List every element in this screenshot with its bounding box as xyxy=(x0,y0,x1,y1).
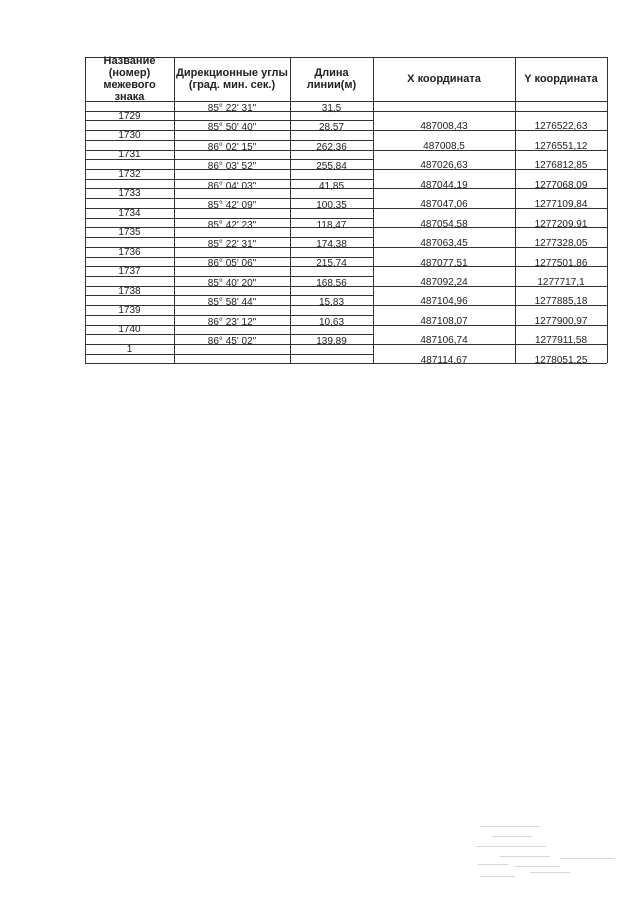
angle-cell: 85° 42' 09" xyxy=(207,200,257,212)
smudge-stroke xyxy=(492,836,532,837)
y-coordinate-cell: 1277717,1 xyxy=(537,276,585,288)
length-cell: 262,36 xyxy=(316,141,347,153)
x-coordinate-cell: 487054,58 xyxy=(420,218,468,230)
angle-cell: 85° 42' 23" xyxy=(207,219,257,231)
angle-cell: 85° 50' 40" xyxy=(207,122,257,134)
x-coordinate-cell: 487047,06 xyxy=(420,199,468,211)
angle-cell: 86° 03' 52" xyxy=(207,161,257,173)
y-coordinate-cell: 1277109,84 xyxy=(534,199,588,211)
smudge-stroke xyxy=(500,856,550,857)
mark-name-cell: 1739 xyxy=(118,304,141,316)
length-cell: 100,35 xyxy=(316,200,347,212)
mark-name-cell: 1729 xyxy=(118,110,141,122)
header-angle: Дирекционные углы (град. мин. сек.) xyxy=(176,67,288,91)
length-cell: 168,56 xyxy=(316,277,347,289)
row-line xyxy=(373,111,607,112)
mark-name-cell: 1737 xyxy=(118,266,141,278)
x-coordinate-cell: 487008,5 xyxy=(423,140,465,152)
header-x: X координата xyxy=(407,73,481,85)
x-coordinate-cell: 487044,19 xyxy=(420,179,468,191)
x-coordinate-cell: 487114,67 xyxy=(420,354,468,366)
y-coordinate-cell: 1276812,85 xyxy=(534,160,588,172)
angle-cell: 86° 04' 03" xyxy=(207,180,257,192)
column-line xyxy=(607,57,608,363)
y-coordinate-cell: 1277885,18 xyxy=(534,296,588,308)
length-cell: 10,63 xyxy=(318,316,345,328)
mark-name-cell: 1730 xyxy=(118,130,141,142)
mark-name-cell: 1733 xyxy=(118,188,141,200)
y-coordinate-cell: 1277068,09 xyxy=(534,179,588,191)
smudge-stroke xyxy=(530,872,570,873)
length-cell: 28,57 xyxy=(318,122,345,134)
mark-name-cell: 1732 xyxy=(118,168,141,180)
smudge-stroke xyxy=(560,858,615,859)
length-cell: 255,84 xyxy=(316,161,347,173)
mark-name-cell: 1731 xyxy=(118,149,141,161)
x-coordinate-cell: 487108,07 xyxy=(420,315,468,327)
header-y: Y координата xyxy=(524,73,598,85)
length-cell: 118,47 xyxy=(316,219,347,231)
smudge-stroke xyxy=(480,876,515,877)
length-cell: 15,83 xyxy=(318,297,345,309)
mark-name-cell: 1738 xyxy=(118,285,141,297)
mark-name-cell: 1 xyxy=(126,343,133,355)
mark-name-cell: 1734 xyxy=(118,207,141,219)
length-cell: 41,85 xyxy=(318,180,345,192)
header-name: Название (номер) межевого знака xyxy=(103,55,156,103)
header-length: Длина линии(м) xyxy=(306,67,357,91)
row-line xyxy=(85,363,373,364)
angle-cell: 86° 23' 12" xyxy=(207,316,257,328)
angle-cell: 85° 22' 31" xyxy=(207,238,257,250)
smudge-stroke xyxy=(476,846,546,847)
angle-cell: 85° 40' 20" xyxy=(207,277,257,289)
y-coordinate-cell: 1277911,58 xyxy=(534,335,588,347)
angle-cell: 86° 05' 06" xyxy=(207,258,257,270)
length-cell: 215,74 xyxy=(316,258,347,270)
x-coordinate-cell: 487106,74 xyxy=(420,335,468,347)
length-cell: 31,5 xyxy=(321,102,342,114)
x-coordinate-cell: 487008,43 xyxy=(420,121,468,133)
x-coordinate-cell: 487092,24 xyxy=(420,276,468,288)
x-coordinate-cell: 487063,45 xyxy=(420,238,468,250)
angle-cell: 86° 02' 15" xyxy=(207,141,257,153)
angle-cell: 85° 58' 44" xyxy=(207,297,257,309)
x-coordinate-cell: 487026,63 xyxy=(420,160,468,172)
y-coordinate-cell: 1277328,05 xyxy=(534,238,588,250)
x-coordinate-cell: 487077,51 xyxy=(420,257,468,269)
length-cell: 139,89 xyxy=(316,336,347,348)
y-coordinate-cell: 1276551,12 xyxy=(534,140,588,152)
length-cell: 174,38 xyxy=(316,238,347,250)
x-coordinate-cell: 487104,96 xyxy=(420,296,468,308)
smudge-stroke xyxy=(480,826,540,827)
mark-name-cell: 1736 xyxy=(118,246,141,258)
y-coordinate-cell: 1277501,86 xyxy=(534,257,588,269)
smudge-stroke xyxy=(478,864,508,865)
angle-cell: 86° 45' 02" xyxy=(207,336,257,348)
y-coordinate-cell: 1277209,91 xyxy=(534,218,588,230)
smudge-stroke xyxy=(515,866,560,867)
angle-cell: 85° 22' 31" xyxy=(207,102,257,114)
y-coordinate-cell: 1276522,63 xyxy=(534,121,588,133)
mark-name-cell: 1735 xyxy=(118,227,141,239)
y-coordinate-cell: 1277900,97 xyxy=(534,315,588,327)
mark-name-cell: 1740 xyxy=(118,324,141,336)
y-coordinate-cell: 1278051,25 xyxy=(534,354,588,366)
